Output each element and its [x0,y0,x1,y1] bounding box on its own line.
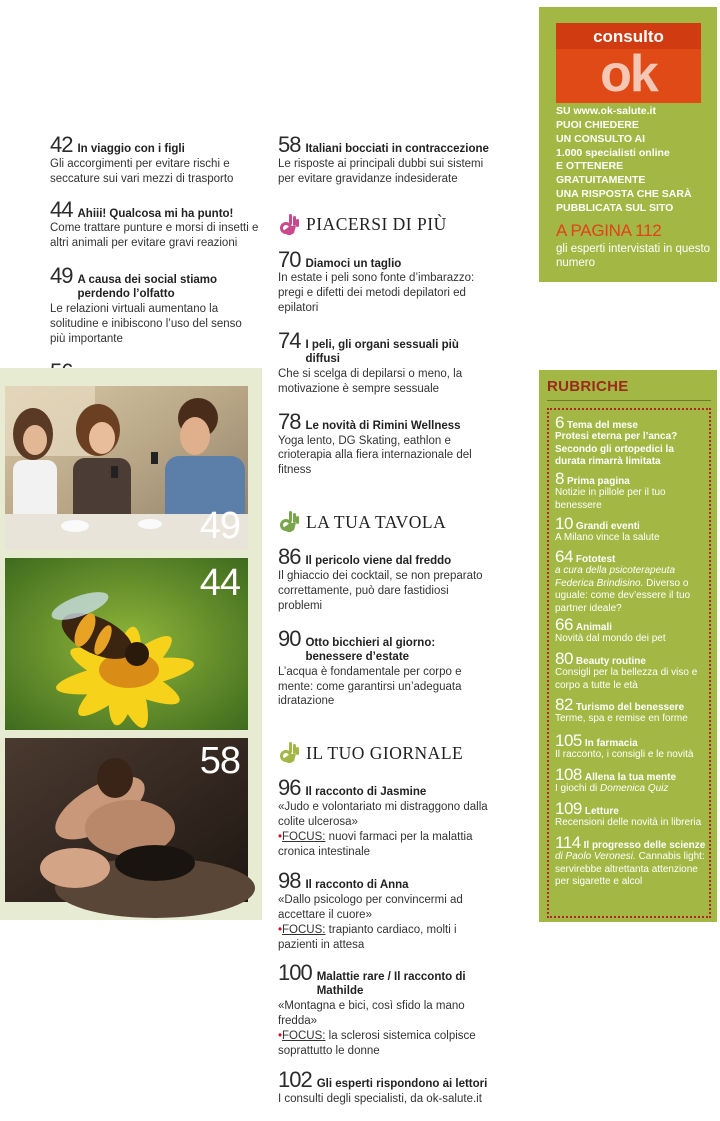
ok-hand-icon [278,508,300,536]
rubrica-item[interactable]: 105 In farmacia Il racconto, i consigli e le novità [555,731,694,760]
toc-entry[interactable] [278,546,490,614]
middle-column [278,134,490,1121]
section-heading [278,508,490,536]
toc-entry[interactable] [278,1066,490,1107]
photo-page-number: 44 [199,562,240,604]
ok-hand-icon [278,211,300,239]
consulto-ok-logo: consulto ok [556,23,701,103]
section-title: IL TUO GIORNALE [306,742,464,763]
rubrica-item[interactable]: 108 Allena la tua mente I giochi di Domenica Quiz [555,765,677,794]
entry-title: Il racconto di Anna [305,878,409,891]
section-heading [278,739,490,767]
entry-title: In viaggio con i figli [77,143,185,155]
rubrica-item[interactable]: 6 Tema del mese Protesi eterna per l’anca? Secondo gli ortopedici la durata rimarrà limitata [555,413,678,467]
rubrica-item[interactable]: 109 Letture Recensioni delle novità in libreria [555,799,702,828]
page-number: 86 [278,544,301,570]
page-number: 102 [278,1066,312,1092]
page-number: 49 [50,263,73,289]
photo-page-number: 49 [199,505,240,547]
entry-title: Il pericolo viene dal freddo [305,555,452,568]
website-link[interactable]: www.ok-salute.it [573,105,656,117]
toc-entry[interactable] [278,777,490,860]
ok-hand-icon [278,739,300,767]
toc-entry[interactable] [50,265,260,346]
section-title: PIACERSI DI PIÙ [306,214,447,235]
entry-description: Gli accorgimenti per evitare rischi e seccature sui vari mezzi di trasporto [50,157,234,185]
toc-entry[interactable] [278,408,490,479]
toc-entry[interactable] [50,134,260,187]
entry-title: Otto bicchieri al giorno: benessere d’estate [305,636,436,663]
page-number: 74 [278,328,301,354]
consulto-description: SU www.ok-salute.it PUOI CHIEDERE UN CONSULTO AI 1.000 specialisti online E OTTENERE GRATUITAMENTE UNA RISPOSTA CHE SARÀ PUBBLICATA SUL SITO [556,105,692,215]
entry-description: Che si scelga di depilarsi o meno, la motivazione è sempre sessuale [278,367,463,395]
entry-title: Malattie rare / Il racconto di Mathilde [316,971,466,998]
section-heading [278,211,490,239]
rubrica-item[interactable]: 80 Beauty routine Consigli per la bellezza di viso e corpo a tutte le età [555,649,698,691]
page-number: 44 [50,196,73,222]
page-reference: A PAGINA 112 [556,221,662,240]
toc-entry[interactable] [278,330,490,396]
entry-description: «Judo e volontariato mi distraggono dalla colite ulcerosa» [278,801,488,829]
rubrica-item[interactable]: 82 Turismo del benessere Terme, spa e remise en forme [555,695,688,724]
focus-note: •FOCUS: trapianto cardiaco, molti i pazienti in attesa [278,923,457,951]
page-number: 100 [278,960,312,986]
toc-entry[interactable] [278,867,490,953]
entry-title: Italiani bocciati in contraccezione [305,143,489,155]
entry-title: Gli esperti rispondono ai lettori [316,1077,488,1090]
entry-title: Ahiii! Qualcosa mi ha punto! [77,207,234,220]
rubrica-item[interactable]: 114 Il progresso delle scienze di Paolo Veronesi. Cannabis light: servirebbe altrettanta attenzione per sigarette e alcol [555,833,706,887]
section-title: LA TUA TAVOLA [306,511,447,532]
rubrica-item[interactable]: 66 Animali Novità dal mondo dei pet [555,615,666,644]
page-number: 42 [50,132,73,157]
rubriche-box [539,370,717,922]
entry-description: Come trattare punture e morsi di insetti e altri animali per evitare gravi reazioni [50,222,259,250]
entry-description: Il ghiaccio dei cocktail, se non preparato correttamente, può dare fastidiosi problemi [278,570,483,613]
page-number: 90 [278,625,301,651]
photo-couple [5,738,248,902]
entry-title: Le novità di Rimini Wellness [305,419,461,432]
rubrica-item[interactable]: 8 Prima pagina Notizie in pillole per il tuo benessere [555,469,666,511]
rubrica-item[interactable]: 10 Grandi eventi A Milano vince la salute [555,514,660,543]
entry-title: I peli, gli organi sessuali più diffusi [305,339,459,366]
entry-description: «Dallo psicologo per convincermi ad accettare il cuore» [278,893,463,921]
toc-entry[interactable] [278,625,490,709]
toc-entry[interactable] [278,134,490,187]
photo-panel [0,368,262,920]
entry-title: A causa dei social stiamo perdendo l’olfatto [77,274,218,301]
entry-description: «Montagna e bici, così sfido la mano fredda» [278,1000,465,1027]
focus-note: •FOCUS: nuovi farmaci per la malattia cronica intestinale [278,831,473,858]
page-number: 96 [278,775,301,801]
photo-friends-phones [5,386,248,550]
entry-description: Le risposte ai principali dubbi sui sistemi per evitare gravidanze indesiderate [278,157,484,185]
focus-note: •FOCUS: la sclerosi sistemica colpisce soprattutto le donne [278,1029,476,1057]
rubriche-heading: RUBRICHE [547,378,629,395]
photo-bee [5,558,248,730]
toc-entry[interactable] [278,246,490,317]
entry-description: I consulti degli specialisti, da ok-salute.it [278,1092,482,1105]
entry-title: Diamoci un taglio [305,257,402,270]
page-number: 70 [278,246,301,272]
toc-entry[interactable] [50,196,260,252]
entry-description: L’acqua è fondamentale per corpo e mente: come garantirsi un’adeguata idratazione [278,665,462,708]
consulto-box[interactable] [539,7,717,282]
page-number: 78 [278,408,301,434]
entry-description: Yoga lento, DG Skating, eathlon e crioterapia alla fiera internazionale del fitness [278,434,472,477]
entry-description: In estate i peli sono fonte d’imbarazzo: pregi e difetti dei metodi depilatori ed epilatori [278,272,475,315]
photo-page-number: 58 [199,740,240,782]
entry-description: Le relazioni virtuali aumentano la solitudine e inibiscono l’uso del senso più importante [50,302,242,345]
experts-note: gli esperti intervistati in questo numero [556,243,711,269]
page-number: 98 [278,867,301,893]
page-number: 58 [278,132,301,157]
entry-title: Il racconto di Jasmine [305,786,427,799]
rubrica-item[interactable]: 64 Fototest a cura della psicoterapeuta Federica Brindisino. Diverso o uguale: come dev’essere il tuo partner ideale? [555,547,691,614]
toc-entry[interactable] [278,962,490,1058]
